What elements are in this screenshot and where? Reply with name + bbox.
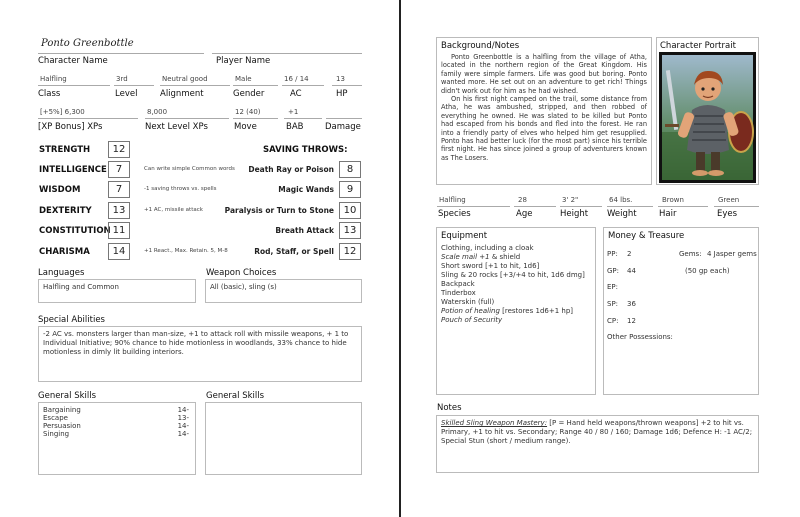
character-name-label: Character Name	[38, 56, 108, 66]
languages-box[interactable]: Halfling and Common	[38, 279, 196, 303]
height-value[interactable]: 3' 2"	[560, 196, 602, 207]
weight-value[interactable]: 64 lbs.	[607, 196, 653, 207]
xp-label: [XP Bonus] XPs	[38, 122, 103, 132]
gems-value: 4 Jasper gems	[707, 250, 757, 258]
ability-score-wisdom[interactable]: 7	[108, 181, 130, 198]
equipment-item: Backpack	[441, 280, 475, 288]
height-label: Height	[560, 209, 589, 219]
weapon-choices-box[interactable]: All (basic), sling (s)	[205, 279, 362, 303]
equipment-item: Clothing, including a cloak	[441, 244, 534, 252]
level-value[interactable]: 3rd	[114, 75, 154, 86]
ability-note-dexterity: +1 AC, missile attack	[144, 207, 203, 213]
background-notes-box[interactable]	[436, 37, 652, 185]
hair-label: Hair	[659, 209, 677, 219]
notes-label: Notes	[437, 403, 462, 413]
species-value[interactable]: Halfling	[437, 196, 510, 207]
gender-value[interactable]: Male	[233, 75, 278, 86]
ep-label: EP:	[607, 283, 619, 291]
save-name-paralysis: Paralysis or Turn to Stone	[224, 206, 334, 215]
hair-value[interactable]: Brown	[658, 196, 708, 207]
general-skills-label-2: General Skills	[206, 391, 265, 401]
save-value-rod-staff-spell[interactable]: 12	[339, 243, 361, 260]
background-notes-label: Background/Notes	[441, 41, 520, 51]
damage-value[interactable]	[326, 108, 362, 119]
save-name-magic-wands: Magic Wands	[278, 185, 334, 194]
background-paragraph-1: Ponto Greenbottle is a halfling from the village of Atha, located in the northern region of the Great Kingdom. His family were simple farmers. Life was good but boring. Ponto wanted more. He set out on an adventure to get rich! Things didn't work out for him as he had wished.	[441, 53, 647, 95]
character-name-value[interactable]: Ponto Greenbottle	[38, 38, 204, 54]
age-value[interactable]: 28	[514, 196, 556, 207]
gp-label: GP:	[607, 267, 620, 275]
skill-name: Persuasion	[43, 422, 81, 430]
skill-row	[43, 406, 191, 414]
next-level-xp-label: Next Level XPs	[145, 122, 208, 132]
skill-name: Escape	[43, 414, 68, 422]
notes-text: [P = Hand held weapons/thrown weapons] +2 to hit vs. Primary, +1 to hit vs. Secondary; Range 40 / 80 / 160; Damage 1d6; Defence H: -1 AC/2; Special Stun (short / medium range).	[441, 419, 753, 445]
alignment-value[interactable]: Neutral good	[160, 75, 230, 86]
ability-score-constitution[interactable]: 11	[108, 222, 130, 239]
alignment-label: Alignment	[160, 89, 204, 99]
skill-row	[43, 422, 191, 430]
weight-label: Weight	[607, 209, 637, 219]
skill-name: Bargaining	[43, 406, 81, 414]
equipment-item: Sling & 20 rocks [+3/+4 to hit, 1d6 dmg]	[441, 271, 585, 279]
equipment-item: Short sword [+1 to hit, 1d6]	[441, 262, 540, 270]
equipment-item: Scale mail +1 & shield	[441, 253, 521, 261]
notes-title: Skilled Sling Weapon Mastery:	[441, 419, 548, 427]
sp-value: 36	[627, 300, 636, 308]
player-name-value[interactable]	[212, 38, 362, 54]
pp-value: 2	[627, 250, 632, 258]
ability-score-dexterity[interactable]: 13	[108, 202, 130, 219]
equipment-item: Pouch of Security	[441, 316, 503, 324]
move-value[interactable]: 12 (40)	[233, 108, 278, 119]
gp-value: 44	[627, 267, 636, 275]
equipment-item: Waterskin (full)	[441, 298, 495, 306]
save-value-paralysis[interactable]: 10	[339, 202, 361, 219]
damage-label: Damage	[325, 122, 361, 132]
special-abilities-box[interactable]: -2 AC vs. monsters larger than man-size, +1 to attack roll with missile weapons, + 1 to Individual Initiative; 90% chance to hide motionless in woodlands, 33% chance to hide motionless in dimly lit building interiors.	[38, 326, 362, 382]
general-skills-box-2[interactable]	[205, 402, 362, 475]
skill-value: 14-	[177, 406, 189, 414]
save-value-death-ray[interactable]: 8	[339, 161, 361, 178]
equipment-box[interactable]	[436, 227, 596, 395]
equipment-item: Potion of healing [restores 1d6+1 hp]	[441, 307, 573, 315]
level-label: Level	[115, 89, 138, 99]
next-level-xp-value[interactable]: 8,000	[145, 108, 229, 119]
age-label: Age	[516, 209, 533, 219]
cp-value: 12	[627, 317, 636, 325]
move-label: Move	[234, 122, 257, 132]
skill-value: 14-	[177, 430, 189, 438]
equipment-item: Tinderbox	[441, 289, 476, 297]
skill-value: 14-	[177, 422, 189, 430]
background-paragraph-2: On his first night camped on the trail, some distance from Atha, he was ambushed, stripped, and then robbed of everything he owned. He was slated to be killed but Ponto had escaped from his bonds and fled into the forest. He ran into a friendly party of elves who helped him get resupplied. Ponto has had better luck (for the most part) since his terrible first night. He has since joined a group of adventurers known as The Losers.	[441, 95, 647, 162]
skill-row	[43, 430, 191, 438]
ability-note-charisma: +1 React., Max. Retain. 5, M-8	[144, 248, 228, 254]
character-portrait-box	[656, 37, 759, 185]
general-skills-box-1[interactable]	[38, 402, 196, 475]
skill-row	[43, 414, 191, 422]
save-name-breath-attack: Breath Attack	[275, 226, 334, 235]
save-value-magic-wands[interactable]: 9	[339, 181, 361, 198]
skill-value: 13-	[177, 414, 189, 422]
ability-name-strength: STRENGTH	[39, 145, 91, 155]
gems-label: Gems:	[679, 250, 702, 258]
ability-name-charisma: CHARISMA	[39, 247, 90, 257]
player-name-label: Player Name	[216, 56, 271, 66]
ability-score-intelligence[interactable]: 7	[108, 161, 130, 178]
pp-label: PP:	[607, 250, 618, 258]
class-label: Class	[38, 89, 61, 99]
ability-name-wisdom: WISDOM	[39, 185, 81, 195]
character-sheet-page-1	[0, 0, 399, 517]
ability-name-dexterity: DEXTERITY	[39, 206, 92, 216]
gender-label: Gender	[233, 89, 265, 99]
skill-name: Singing	[43, 430, 70, 438]
saving-throws-title: SAVING THROWS:	[263, 145, 348, 155]
hp-label: HP	[336, 89, 348, 99]
eyes-label: Eyes	[717, 209, 738, 219]
halfling-portrait-icon	[659, 52, 756, 183]
ability-name-intelligence: INTELLIGENCE	[39, 165, 107, 175]
notes-box[interactable]	[436, 415, 759, 473]
class-value[interactable]: Halfling	[38, 75, 110, 86]
special-abilities-label: Special Abilities	[38, 315, 105, 325]
general-skills-label-1: General Skills	[38, 391, 97, 401]
ability-score-charisma[interactable]: 14	[108, 243, 130, 260]
other-possessions-label: Other Possessions:	[607, 333, 673, 341]
eyes-value[interactable]: Green	[714, 196, 759, 207]
ability-note-wisdom: -1 saving throws vs. spells	[144, 186, 217, 192]
equipment-label: Equipment	[441, 231, 488, 241]
bab-value[interactable]: +1	[284, 108, 322, 119]
ability-note-intelligence: Can write simple Common words	[144, 166, 235, 172]
hp-value[interactable]: 13	[332, 75, 362, 86]
species-label: Species	[438, 209, 471, 219]
weapon-choices-label: Weapon Choices	[206, 268, 277, 278]
ac-label: AC	[290, 89, 302, 99]
ac-value[interactable]: 16 / 14	[282, 75, 324, 86]
cp-label: CP:	[607, 317, 619, 325]
save-name-death-ray: Death Ray or Poison	[248, 165, 334, 174]
sp-label: SP:	[607, 300, 619, 308]
gems-note: (50 gp each)	[685, 267, 730, 275]
xp-value[interactable]: [+5%] 6,300	[38, 108, 138, 119]
ability-name-constitution: CONSTITUTION	[39, 226, 111, 236]
ability-score-strength[interactable]: 12	[108, 141, 130, 158]
bab-label: BAB	[286, 122, 304, 132]
save-value-breath-attack[interactable]: 13	[339, 222, 361, 239]
character-portrait-label: Character Portrait	[660, 41, 736, 51]
character-sheet-page-2	[401, 0, 800, 517]
languages-label: Languages	[38, 268, 85, 278]
character-portrait-image	[659, 52, 756, 183]
money-treasure-label: Money & Treasure	[608, 231, 685, 241]
save-name-rod-staff-spell: Rod, Staff, or Spell	[254, 247, 334, 256]
